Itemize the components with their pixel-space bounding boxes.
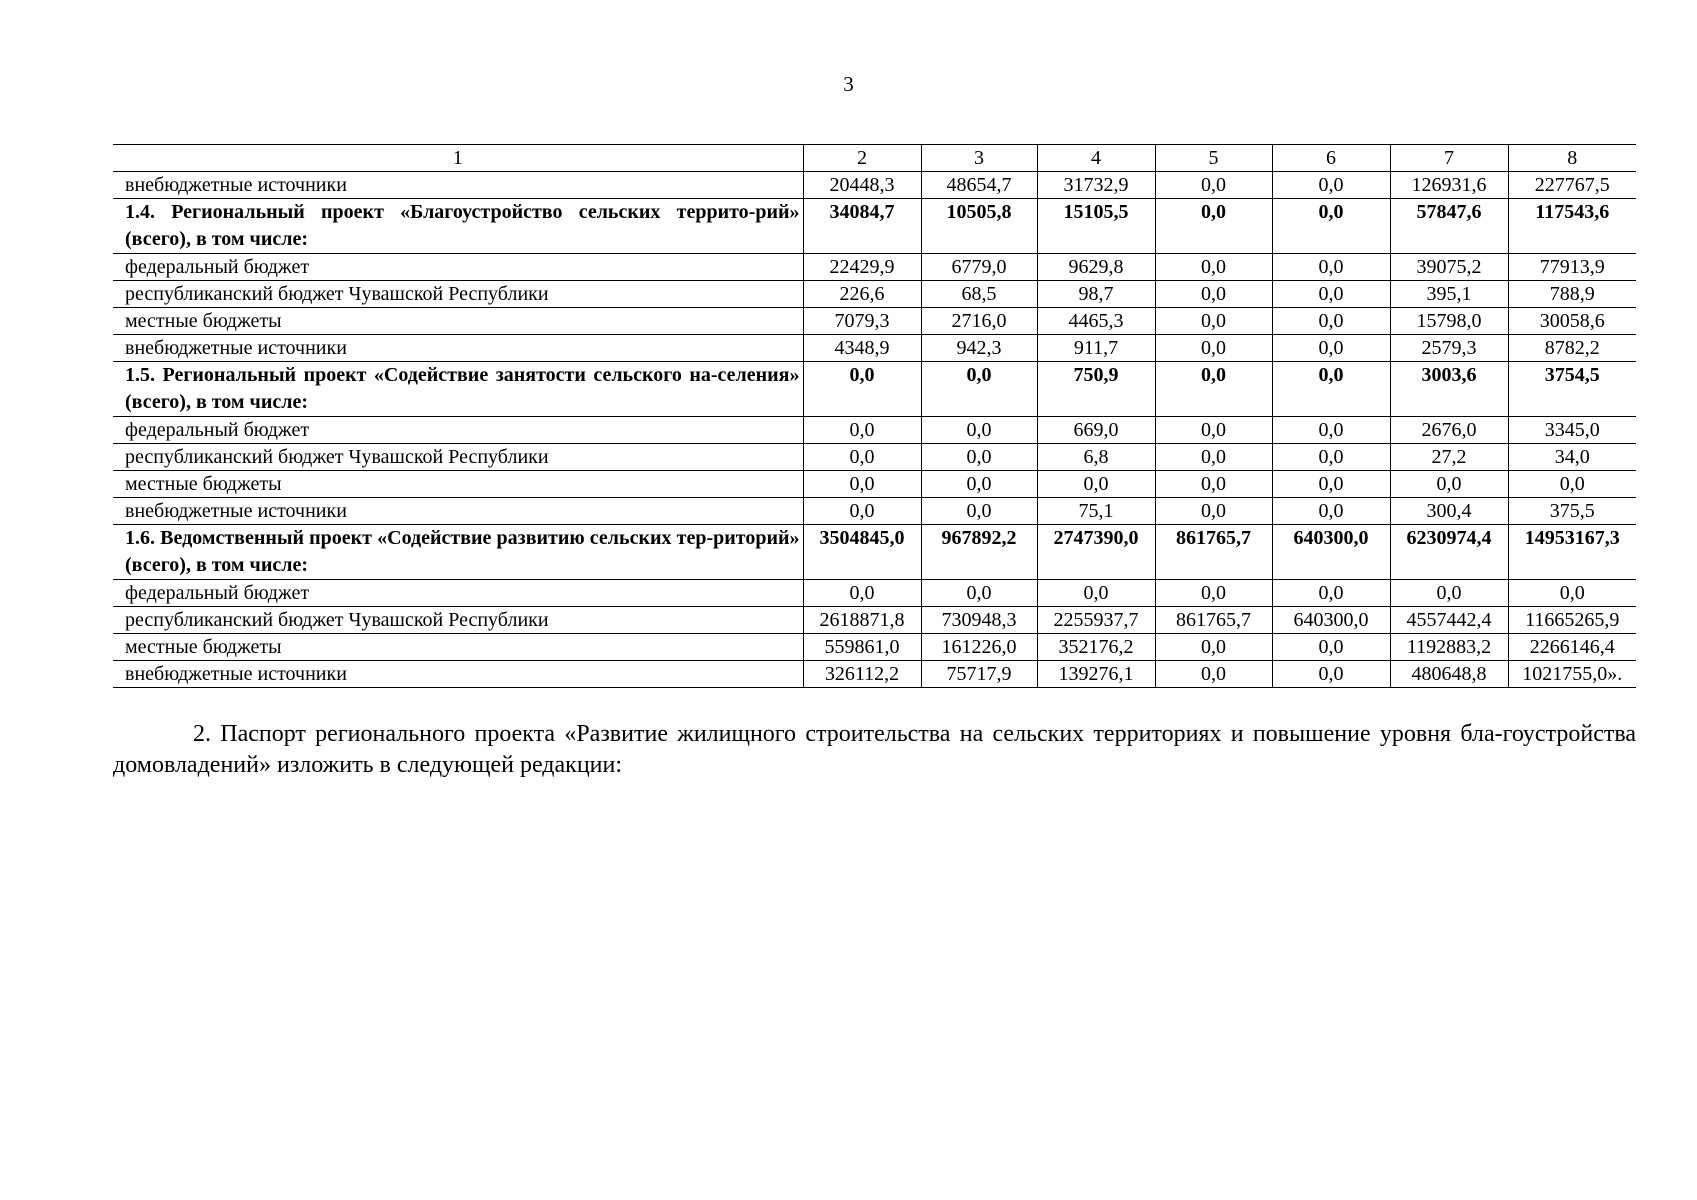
table-cell: 2747390,0 [1037,525,1155,580]
table-cell: 75717,9 [921,661,1037,688]
table-cell: 15105,5 [1037,199,1155,254]
table-row [113,172,1636,199]
table-cell: 0,0 [1390,471,1508,498]
table-cell: 22429,9 [803,254,921,281]
table-cell: 0,0 [1155,335,1272,362]
table-cell: 0,0 [1155,199,1272,254]
table-cell: 0,0 [1272,172,1390,199]
table-cell: 0,0 [1155,634,1272,661]
table-cell: 117543,6 [1508,199,1636,254]
section-title: 1.6. Ведомственный проект «Содействие развитию сельских тер-риторий» (всего), в том числе: [113,525,803,580]
table-cell: 788,9 [1508,281,1636,308]
table-cell: 0,0 [1272,308,1390,335]
table-cell: 0,0 [1272,417,1390,444]
table-cell: 68,5 [921,281,1037,308]
table-cell: 2579,3 [1390,335,1508,362]
table-cell: 0,0 [1037,471,1155,498]
table-cell: 20448,3 [803,172,921,199]
table-cell: 6230974,4 [1390,525,1508,580]
table-cell: 0,0 [1390,580,1508,607]
row-label: местные бюджеты [113,634,803,661]
budget-table [113,144,1636,688]
section-total-row [113,525,1636,580]
row-label: внебюджетные источники [113,172,803,199]
table-header-row [113,145,1636,172]
table-cell: 2266146,4 [1508,634,1636,661]
table-cell: 39075,2 [1390,254,1508,281]
table-cell: 126931,6 [1390,172,1508,199]
table-cell: 1021755,0». [1508,661,1636,688]
table-cell: 9629,8 [1037,254,1155,281]
table-row [113,498,1636,525]
table-cell: 0,0 [1272,661,1390,688]
table-cell: 0,0 [1155,444,1272,471]
table-cell: 7079,3 [803,308,921,335]
table-cell: 352176,2 [1037,634,1155,661]
table-cell: 161226,0 [921,634,1037,661]
row-label: внебюджетные источники [113,661,803,688]
table-cell: 15798,0 [1390,308,1508,335]
table-cell: 0,0 [921,444,1037,471]
table-cell: 2618871,8 [803,607,921,634]
table-cell: 0,0 [1037,580,1155,607]
row-label: федеральный бюджет [113,254,803,281]
section-total-row [113,199,1636,254]
table-cell: 10505,8 [921,199,1037,254]
row-label: местные бюджеты [113,308,803,335]
row-label: республиканский бюджет Чувашской Республики [113,281,803,308]
column-header: 5 [1155,145,1272,172]
table-cell: 0,0 [1155,417,1272,444]
table-cell: 48654,7 [921,172,1037,199]
table-cell: 2716,0 [921,308,1037,335]
table-cell: 77913,9 [1508,254,1636,281]
table-cell: 98,7 [1037,281,1155,308]
table-cell: 640300,0 [1272,525,1390,580]
table-cell: 0,0 [921,417,1037,444]
section-title: 1.5. Региональный проект «Содействие занятости сельского на-селения» (всего), в том числе: [113,362,803,417]
table-cell: 0,0 [1155,471,1272,498]
page-number: 3 [843,72,854,96]
table-row [113,417,1636,444]
table-cell: 911,7 [1037,335,1155,362]
table-cell: 0,0 [1272,335,1390,362]
table-cell: 0,0 [1155,308,1272,335]
table-cell: 0,0 [1272,254,1390,281]
table-cell: 0,0 [1272,634,1390,661]
table-row [113,335,1636,362]
table-cell: 11665265,9 [1508,607,1636,634]
table-row [113,444,1636,471]
table-cell: 3504845,0 [803,525,921,580]
row-label: местные бюджеты [113,471,803,498]
table-cell: 0,0 [1272,444,1390,471]
table-cell: 669,0 [1037,417,1155,444]
table-cell: 0,0 [1272,471,1390,498]
table-cell: 0,0 [1272,199,1390,254]
section-title: 1.4. Региональный проект «Благоустройство сельских террито-рий» (всего), в том числе: [113,199,803,254]
table-cell: 730948,3 [921,607,1037,634]
column-header: 2 [803,145,921,172]
table-cell: 0,0 [1155,661,1272,688]
column-header: 8 [1508,145,1636,172]
table-row [113,281,1636,308]
table-cell: 2255937,7 [1037,607,1155,634]
paragraph-text: 2. Паспорт регионального проекта «Развитие жилищного строительства на сельских территориях и повышение уровня бла-гоустройства домовладений» изложить в следующей редакции: [113,721,1636,778]
row-label: федеральный бюджет [113,580,803,607]
table-cell: 300,4 [1390,498,1508,525]
table-cell: 0,0 [803,471,921,498]
table-cell: 395,1 [1390,281,1508,308]
table-cell: 6779,0 [921,254,1037,281]
table-cell: 0,0 [803,498,921,525]
table-cell: 480648,8 [1390,661,1508,688]
table-cell: 31732,9 [1037,172,1155,199]
table-row [113,607,1636,634]
table-cell: 861765,7 [1155,607,1272,634]
table-cell: 30058,6 [1508,308,1636,335]
table-cell: 0,0 [921,580,1037,607]
table-cell: 0,0 [1155,498,1272,525]
table-cell: 1192883,2 [1390,634,1508,661]
table-cell: 139276,1 [1037,661,1155,688]
section-total-row [113,362,1636,417]
table-cell: 4348,9 [803,335,921,362]
table-cell: 750,9 [1037,362,1155,417]
table-cell: 0,0 [1155,362,1272,417]
table-cell: 0,0 [1155,281,1272,308]
table-cell: 967892,2 [921,525,1037,580]
table-cell: 2676,0 [1390,417,1508,444]
table-row [113,308,1636,335]
table-body [113,172,1636,688]
table-cell: 75,1 [1037,498,1155,525]
table-row [113,634,1636,661]
table-cell: 0,0 [1272,498,1390,525]
column-header: 7 [1390,145,1508,172]
table-cell: 0,0 [1272,281,1390,308]
column-header: 6 [1272,145,1390,172]
row-label: республиканский бюджет Чувашской Республики [113,444,803,471]
table-row [113,471,1636,498]
table-row [113,661,1636,688]
table-cell: 326112,2 [803,661,921,688]
table-cell: 0,0 [1155,172,1272,199]
row-label: федеральный бюджет [113,417,803,444]
row-label: внебюджетные источники [113,498,803,525]
table-cell: 640300,0 [1272,607,1390,634]
column-header: 3 [921,145,1037,172]
table-cell: 4465,3 [1037,308,1155,335]
table-cell: 3345,0 [1508,417,1636,444]
table-cell: 57847,6 [1390,199,1508,254]
table-cell: 34084,7 [803,199,921,254]
table-cell: 0,0 [1508,580,1636,607]
table-cell: 34,0 [1508,444,1636,471]
table-cell: 27,2 [1390,444,1508,471]
table-cell: 0,0 [921,498,1037,525]
column-header: 1 [113,145,803,172]
table-cell: 0,0 [921,471,1037,498]
table-cell: 0,0 [1155,254,1272,281]
table-cell: 0,0 [803,580,921,607]
table-row [113,580,1636,607]
table-cell: 861765,7 [1155,525,1272,580]
table-cell: 14953167,3 [1508,525,1636,580]
table-row [113,254,1636,281]
table-cell: 0,0 [921,362,1037,417]
table-cell: 0,0 [1272,580,1390,607]
table-cell: 0,0 [1155,580,1272,607]
table-cell: 375,5 [1508,498,1636,525]
table-cell: 6,8 [1037,444,1155,471]
table-cell: 8782,2 [1508,335,1636,362]
table-cell: 3003,6 [1390,362,1508,417]
row-label: внебюджетные источники [113,335,803,362]
table-cell: 226,6 [803,281,921,308]
table-cell: 3754,5 [1508,362,1636,417]
table-cell: 559861,0 [803,634,921,661]
table-cell: 4557442,4 [1390,607,1508,634]
table-cell: 0,0 [1508,471,1636,498]
table-cell: 0,0 [803,444,921,471]
table-cell: 227767,5 [1508,172,1636,199]
table-cell: 0,0 [803,362,921,417]
table-cell: 0,0 [803,417,921,444]
column-header: 4 [1037,145,1155,172]
table-cell: 942,3 [921,335,1037,362]
table-cell: 0,0 [1272,362,1390,417]
row-label: республиканский бюджет Чувашской Республики [113,607,803,634]
